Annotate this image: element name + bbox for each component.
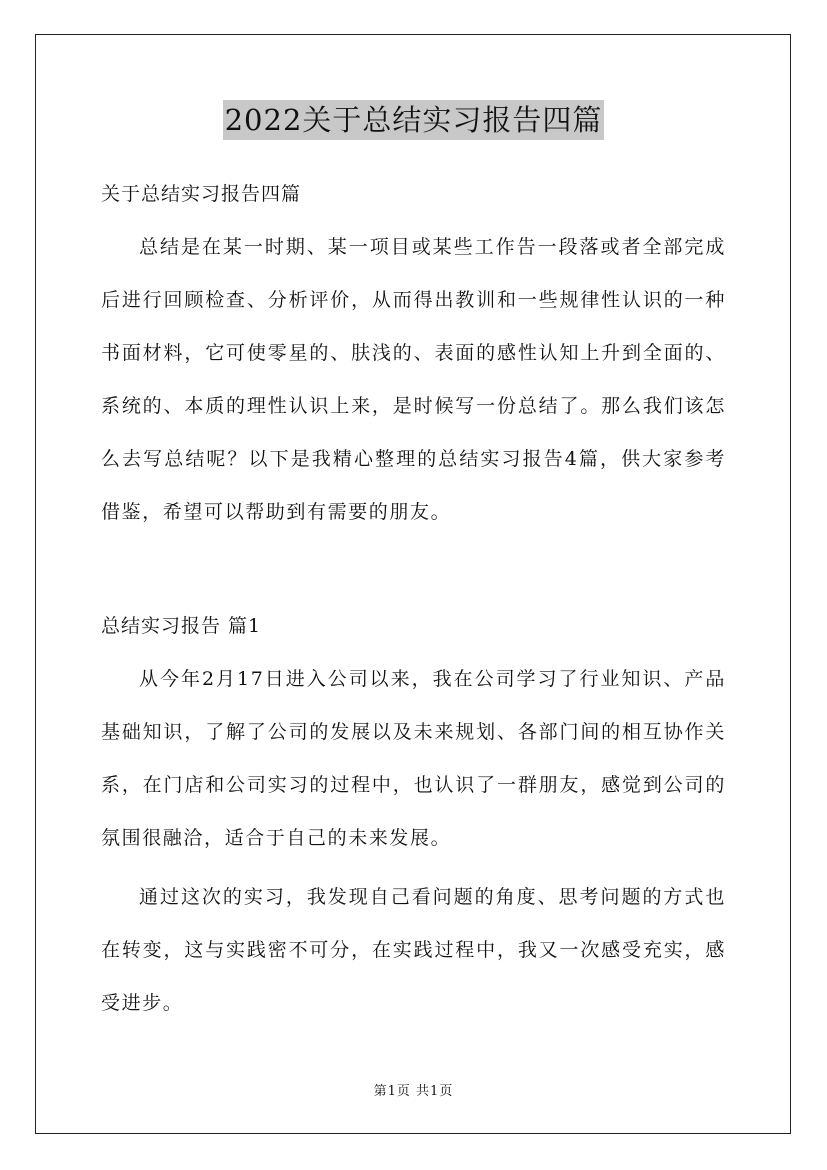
- title-container: [0, 100, 827, 140]
- document-title: 2022关于总结实习报告四篇: [223, 100, 605, 140]
- page-footer: [0, 1084, 827, 1100]
- section-paragraph-1: 从今年2月17日进入公司以来，我在公司学习了行业知识、产品基础知识，了解了公司的发展以及未来规划、各部门间的相互协作关系，在门店和公司实习的过程中，也认识了一群朋友，感觉到公司的氛围很融洽，适合于自己的未来发展。: [101, 668, 726, 849]
- page-number: 第1页 共1页: [373, 1084, 454, 1099]
- intro-paragraph: 总结是在某一时期、某一项目或某些工作告一段落或者全部完成后进行回顾检查、分析评价，从而得出教训和一些规律性认识的一种书面材料，它可使零星的、肤浅的、表面的感性认知上升到全面的、系统的、本质的理性认识上来，是时候写一份总结了。那么我们该怎么去写总结呢？以下是我精心整理的总结实习报告4篇，供大家参考借鉴，希望可以帮助到有需要的朋友。: [101, 236, 726, 523]
- section-heading: 总结实习报告 篇1: [101, 615, 262, 637]
- document-subtitle: 关于总结实习报告四篇: [101, 183, 302, 205]
- section-paragraph-2: 通过这次的实习，我发现自己看问题的角度、思考问题的方式也在转变，这与实践密不可分，在实践过程中，我又一次感受充实，感受进步。: [101, 886, 726, 1014]
